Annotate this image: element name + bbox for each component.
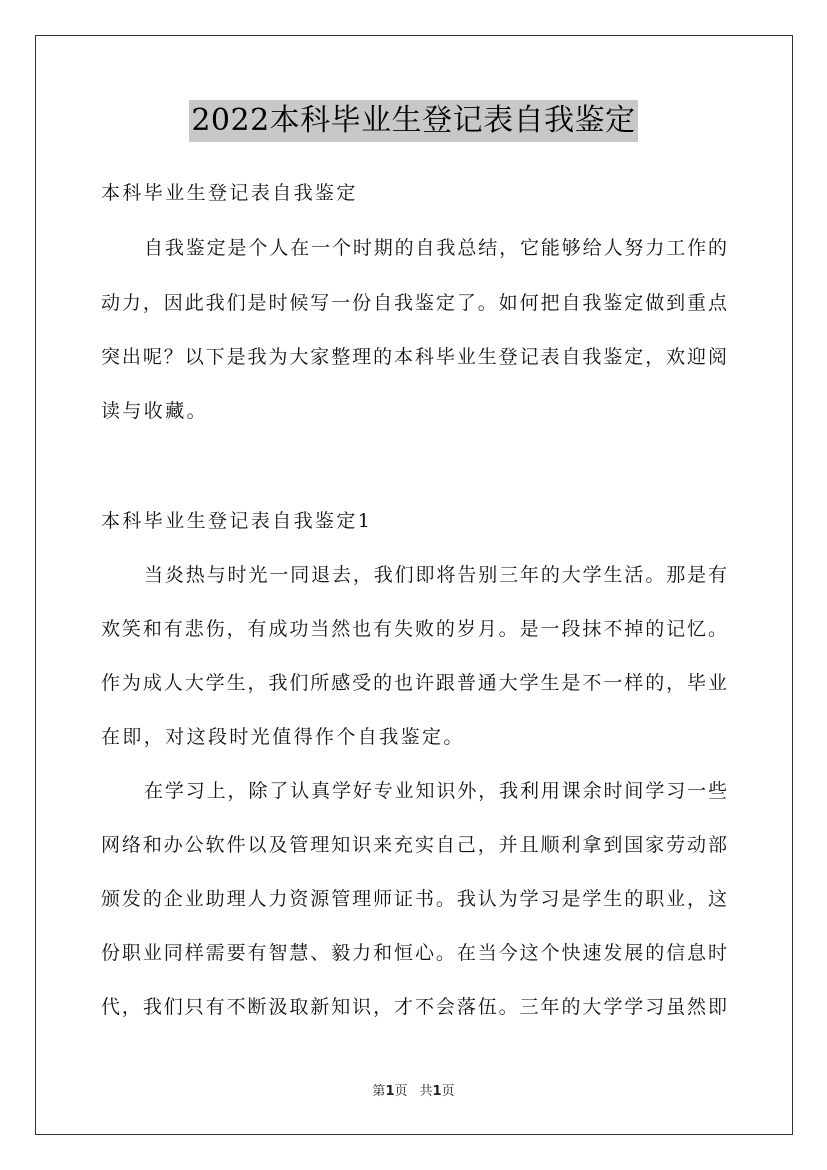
paragraph-line: 欢笑和有悲伤，有成功当然也有失败的岁月。是一段抹不掉的记忆。 (101, 618, 727, 640)
page-prefix: 第 (372, 1084, 386, 1099)
paragraph-line: 在学习上，除了认真学好专业知识外，我利用课余时间学习一些 (144, 780, 727, 802)
page-num: 1 (385, 1084, 395, 1099)
paragraph-line: 代，我们只有不断汲取新知识，才不会落伍。三年的大学学习虽然即 (101, 996, 727, 1018)
subtitle-line: 本科毕业生登记表自我鉴定 (101, 182, 358, 204)
page-suffix: 页 (394, 1084, 408, 1099)
paragraph-line: 作为成人大学生，我们所感受的也许跟普通大学生是不一样的，毕业 (101, 672, 727, 694)
paragraph-line: 自我鉴定是个人在一个时期的自我总结，它能够给人努力工作的 (144, 237, 727, 259)
paragraph-line: 份职业同样需要有智慧、毅力和恒心。在当今这个快速发展的信息时 (101, 942, 727, 964)
paragraph-line: 读与收藏。 (101, 400, 209, 422)
paragraph-line: 动力，因此我们是时候写一份自我鉴定了。如何把自我鉴定做到重点 (101, 292, 727, 314)
total-num: 1 (432, 1084, 442, 1099)
total-prefix: 共 (419, 1084, 433, 1099)
section-heading: 本科毕业生登记表自我鉴定1 (101, 510, 373, 532)
paragraph-line: 突出呢？以下是我为大家整理的本科毕业生登记表自我鉴定，欢迎阅 (101, 346, 727, 368)
paragraph-line: 网络和办公软件以及管理知识来充实自己，并且顺利拿到国家劳动部 (101, 834, 727, 856)
paragraph-line: 当炎热与时光一同退去，我们即将告别三年的大学生活。那是有 (144, 564, 727, 586)
title-container (0, 100, 827, 142)
page-total (420, 1084, 455, 1099)
page-footer (0, 1083, 827, 1101)
paragraph-line: 在即，对这段时光值得作个自我鉴定。 (101, 726, 465, 748)
paragraph-line: 颁发的企业助理人力资源管理师证书。我认为学习是学生的职业，这 (101, 888, 727, 910)
document-title: 2022本科毕业生登记表自我鉴定 (189, 100, 637, 142)
total-suffix: 页 (441, 1084, 455, 1099)
page-number (372, 1084, 407, 1099)
